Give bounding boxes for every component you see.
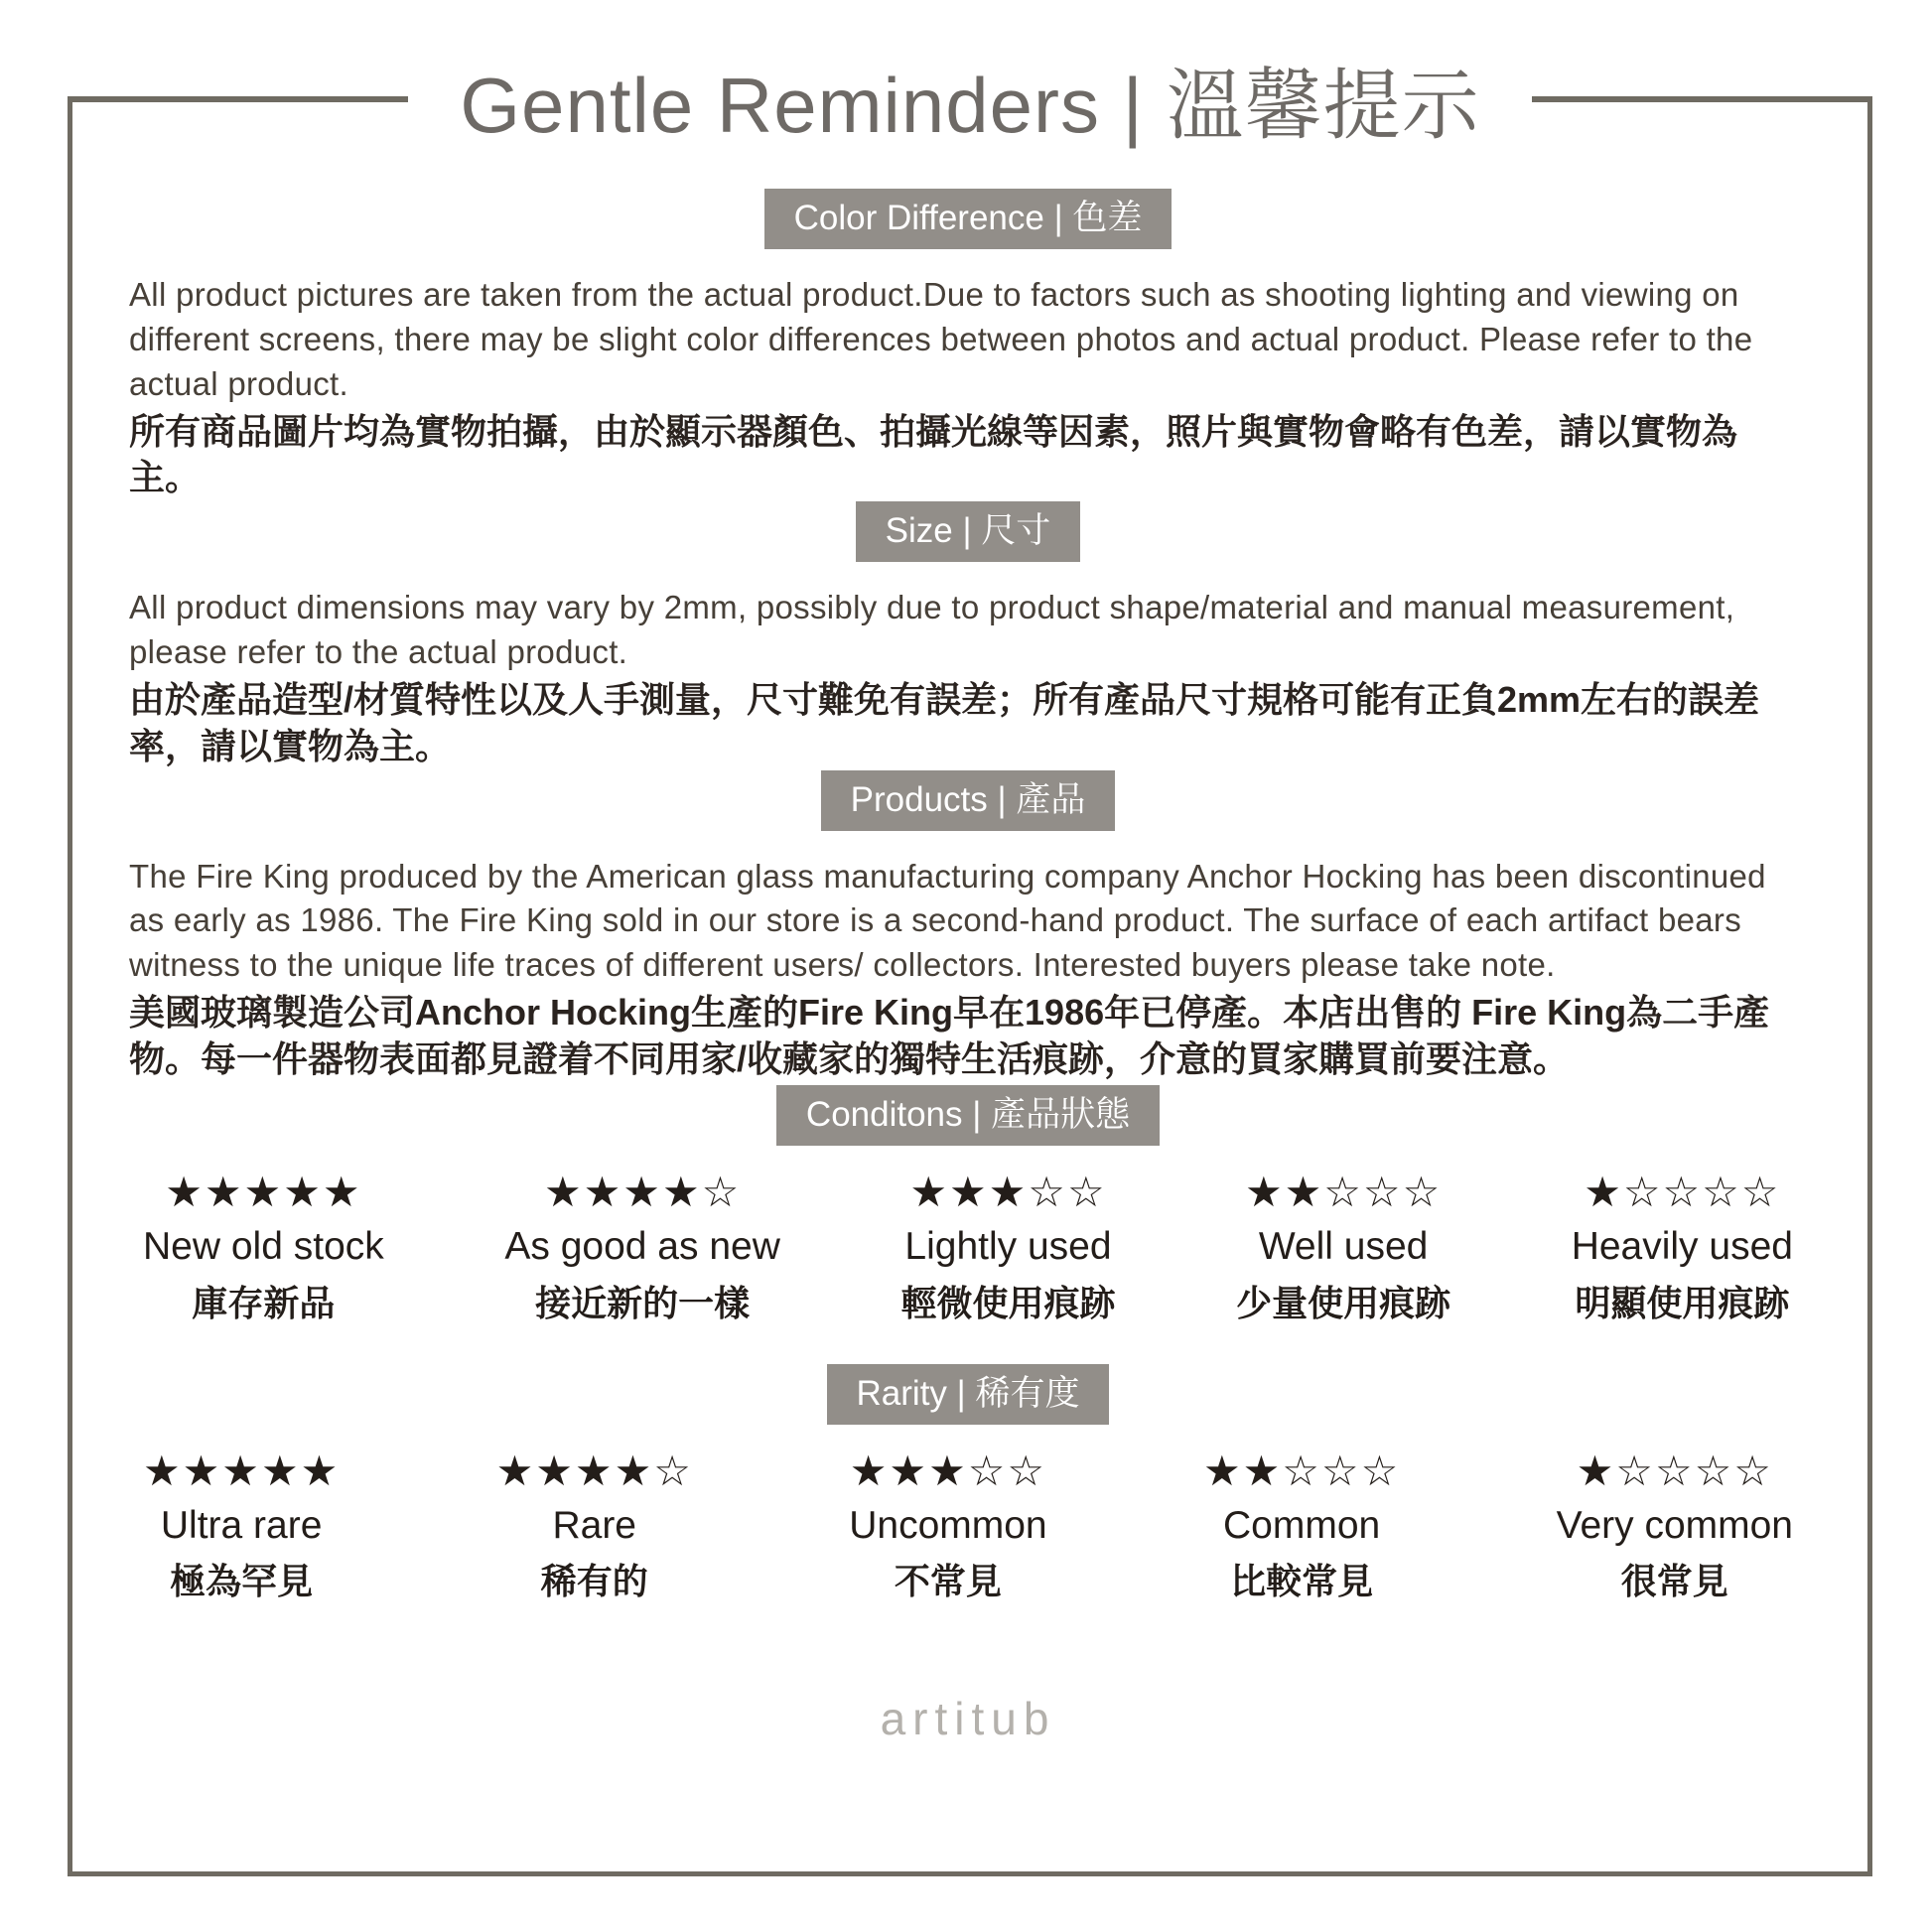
- star-rating: ★★★★★: [165, 1168, 362, 1215]
- conditions-row: [129, 1168, 1807, 1326]
- rarity-label-en: Uncommon: [849, 1503, 1047, 1547]
- condition-item: [1571, 1168, 1793, 1326]
- brand-logo: artitub: [880, 1693, 1056, 1745]
- color-difference-text-en: All product pictures are taken from the actual product.Due to factors such as shooting lighting and viewing on different screens, there may be slight color differences between photos and actual product. Please refer to the actual product.: [129, 276, 1753, 402]
- page-header: [68, 57, 1872, 149]
- rarity-row: [129, 1447, 1807, 1605]
- size-text-en: All product dimensions may vary by 2mm, possibly due to product shape/material and manual measurement, please refer to the actual product.: [129, 589, 1735, 671]
- rarity-label-en: Common: [1222, 1503, 1381, 1547]
- badge-rarity: Rarity | 稀有度: [827, 1364, 1110, 1425]
- rarity-item: [143, 1447, 341, 1605]
- star-rating: ★★★☆☆: [909, 1168, 1107, 1215]
- condition-label-zh: 少量使用痕跡: [1236, 1282, 1451, 1323]
- star-rating: ★★★☆☆: [849, 1447, 1047, 1494]
- condition-label-en: Lightly used: [904, 1224, 1112, 1268]
- condition-item: [504, 1168, 780, 1326]
- badge-size: Size | 尺寸: [856, 501, 1081, 562]
- condition-label-zh: 接近新的一樣: [535, 1282, 751, 1323]
- star-rating: ★☆☆☆☆: [1584, 1168, 1781, 1215]
- badge-color-difference: Color Difference | 色差: [764, 189, 1173, 249]
- condition-item: [900, 1168, 1116, 1326]
- rarity-label-zh: 比較常見: [1230, 1561, 1374, 1602]
- star-rating: ★★★★★: [143, 1447, 341, 1494]
- rarity-label-en: Rare: [552, 1503, 637, 1547]
- rarity-label-zh: 不常見: [894, 1561, 1002, 1602]
- rarity-item: [495, 1447, 693, 1605]
- condition-label-en: New old stock: [143, 1224, 384, 1268]
- header-rule-right: [1532, 96, 1872, 102]
- rarity-label-zh: 稀有的: [540, 1561, 648, 1602]
- condition-label-en: Well used: [1258, 1224, 1429, 1268]
- products-text-zh: 美國玻璃製造公司Anchor Hocking生產的Fire King早在1986年已停產。本店出售的 Fire King為二手產物。每一件器物表面都見證着不同用家/收藏家的獨特生活痕跡，介意的買家購買前要注意。: [129, 992, 1770, 1079]
- rarity-item: [849, 1447, 1047, 1605]
- size-text-zh: 由於產品造型/材質特性以及人手測量，尺寸難免有誤差；所有產品尺寸規格可能有正負2mm左右的誤差率，請以實物為主。: [129, 678, 1760, 766]
- condition-label-en: Heavily used: [1571, 1224, 1793, 1268]
- star-rating: ★★★★☆: [495, 1447, 693, 1494]
- star-rating: ★☆☆☆☆: [1576, 1447, 1773, 1494]
- page-content: [129, 159, 1807, 1745]
- condition-label-zh: 明顯使用痕跡: [1575, 1282, 1790, 1323]
- badge-conditions: Conditons | 產品狀態: [776, 1085, 1160, 1146]
- star-rating: ★★☆☆☆: [1244, 1168, 1443, 1215]
- condition-label-zh: 輕微使用痕跡: [900, 1282, 1116, 1323]
- rarity-item: [1556, 1447, 1793, 1605]
- page-title: Gentle Reminders | 溫馨提示: [460, 62, 1480, 149]
- condition-label-zh: 庫存新品: [192, 1282, 336, 1323]
- rarity-label-en: Very common: [1556, 1503, 1793, 1547]
- rarity-item: [1202, 1447, 1401, 1605]
- condition-label-en: As good as new: [504, 1224, 780, 1268]
- condition-item: [143, 1168, 384, 1326]
- badge-products: Products | 產品: [821, 770, 1116, 831]
- rarity-label-zh: 極為罕見: [170, 1561, 314, 1602]
- color-difference-text-zh: 所有商品圖片均為實物拍攝，由於顯示器顏色、拍攝光線等因素，照片與實物會略有色差，請以實物為主。: [129, 410, 1738, 498]
- condition-item: [1236, 1168, 1451, 1326]
- rarity-label-zh: 很常見: [1620, 1561, 1728, 1602]
- header-rule-left: [68, 96, 408, 102]
- star-rating: ★★☆☆☆: [1202, 1447, 1401, 1494]
- products-text-en: The Fire King produced by the American glass manufacturing company Anchor Hocking has been discontinued as early as 1986. The Fire King sold in our store is a second-hand product. The surface of each artifact bears witness to the unique life traces of different users/ collectors. Interested buyers please take note.: [129, 857, 1766, 984]
- star-rating: ★★★★☆: [543, 1168, 742, 1215]
- rarity-label-en: Ultra rare: [160, 1503, 323, 1547]
